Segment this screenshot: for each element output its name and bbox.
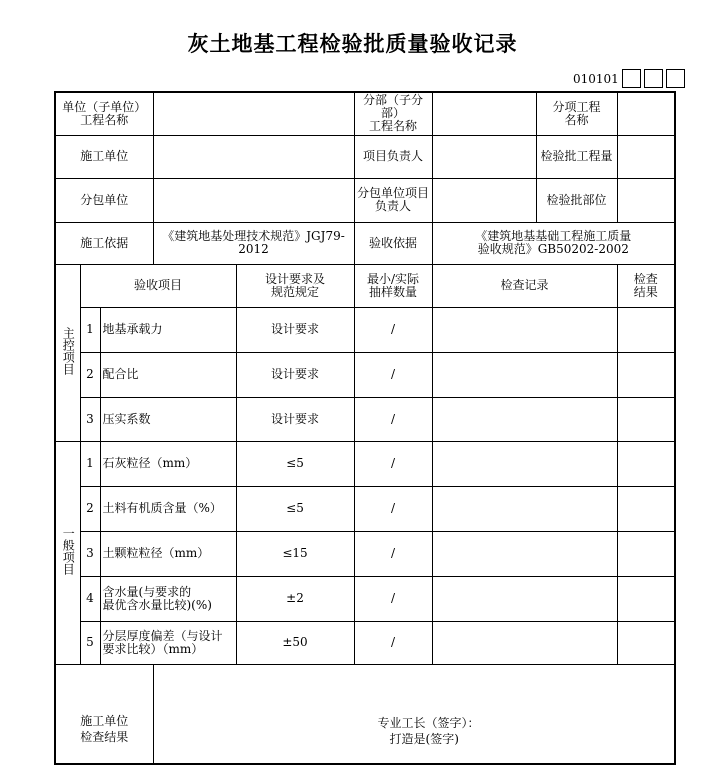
sub-project-value[interactable] [432,92,536,135]
basis-label: 施工依据 [55,222,153,264]
result-cell[interactable] [617,441,675,486]
header-row-4 [55,222,675,264]
pm-value[interactable] [432,135,536,178]
batch-qty-label: 检验批工程量 [536,135,617,178]
batch-qty-value[interactable] [617,135,675,178]
table-row: 1 地基承载力 设计要求 / [55,307,675,352]
basis-value: 《建筑地基处理技术规范》JGJ79-2012 [153,222,354,264]
record-cell[interactable] [432,621,617,664]
col-record: 检查记录 [432,264,617,307]
record-cell[interactable] [432,352,617,397]
record-cell[interactable] [432,531,617,576]
table-row: 一般项目 1 石灰粒径（mm） ≤5 / [55,441,675,486]
acceptance-basis-value: 《建筑地基基础工程施工质量 验收规范》GB50202-2002 [432,222,675,264]
record-cell[interactable] [432,441,617,486]
col-result: 检查 结果 [617,264,675,307]
record-cell[interactable] [432,307,617,352]
table-row: 4 含水量(与要求的 最优含水量比较)(%) ±2 / [55,576,675,621]
subcontractor-value[interactable] [153,178,354,222]
record-cell[interactable] [432,576,617,621]
result-cell[interactable] [617,397,675,441]
record-cell[interactable] [432,486,617,531]
constructor-label: 施工单位 [55,135,153,178]
batch-part-label: 检验批部位 [536,178,617,222]
result-cell[interactable] [617,486,675,531]
constructor-value[interactable] [153,135,354,178]
col-design: 设计要求及 规范规定 [236,264,354,307]
col-item: 验收项目 [80,264,236,307]
header-row-1 [55,92,675,135]
inspection-table [54,91,676,765]
code-box-2[interactable] [644,69,663,88]
unit-name-value[interactable] [153,92,354,135]
subcontractor-label: 分包单位 [55,178,153,222]
code-box-1[interactable] [622,69,641,88]
col-sample: 最小/实际 抽样数量 [354,264,432,307]
acceptance-basis-label: 验收依据 [354,222,432,264]
header-row-3 [55,178,675,222]
header-row-2 [55,135,675,178]
main-group-label: 主控项目 [55,264,80,441]
item-project-label: 分项工程 名称 [536,92,617,135]
table-row: 5 分层厚度偏差（与设计 要求比较）（mm） ±50 / [55,621,675,664]
form-code-number: 010101 [573,71,619,86]
sub-pm-value[interactable] [432,178,536,222]
result-cell[interactable] [617,352,675,397]
footer-unit-label: 施工单位 检查结果 [55,664,153,764]
footer-row [55,664,675,764]
table-row: 3 压实系数 设计要求 / [55,397,675,441]
table-row: 2 配合比 设计要求 / [55,352,675,397]
unit-name-label: 单位（子单位） 工程名称 [55,92,153,135]
batch-part-value[interactable] [617,178,675,222]
general-group-label: 一般项目 [55,441,80,664]
code-box-3[interactable] [666,69,685,88]
record-cell[interactable] [432,397,617,441]
result-cell[interactable] [617,531,675,576]
sub-project-label: 分部（子分部） 工程名称 [354,92,432,135]
sub-pm-label: 分包单位项目 负责人 [354,178,432,222]
result-cell[interactable] [617,621,675,664]
table-row: 3 土颗粒粒径（mm） ≤15 / [55,531,675,576]
result-cell[interactable] [617,576,675,621]
footer-sign-area[interactable]: 专业工长（签字）： 打造是(签字) [153,664,675,764]
pm-label: 项目负责人 [354,135,432,178]
column-header-row [55,264,675,307]
item-project-value[interactable] [617,92,675,135]
page-title: 灰土地基工程检验批质量验收记录 [187,32,518,56]
result-cell[interactable] [617,307,675,352]
form-code [573,69,685,88]
table-row: 2 土料有机质含量（%） ≤5 / [55,486,675,531]
